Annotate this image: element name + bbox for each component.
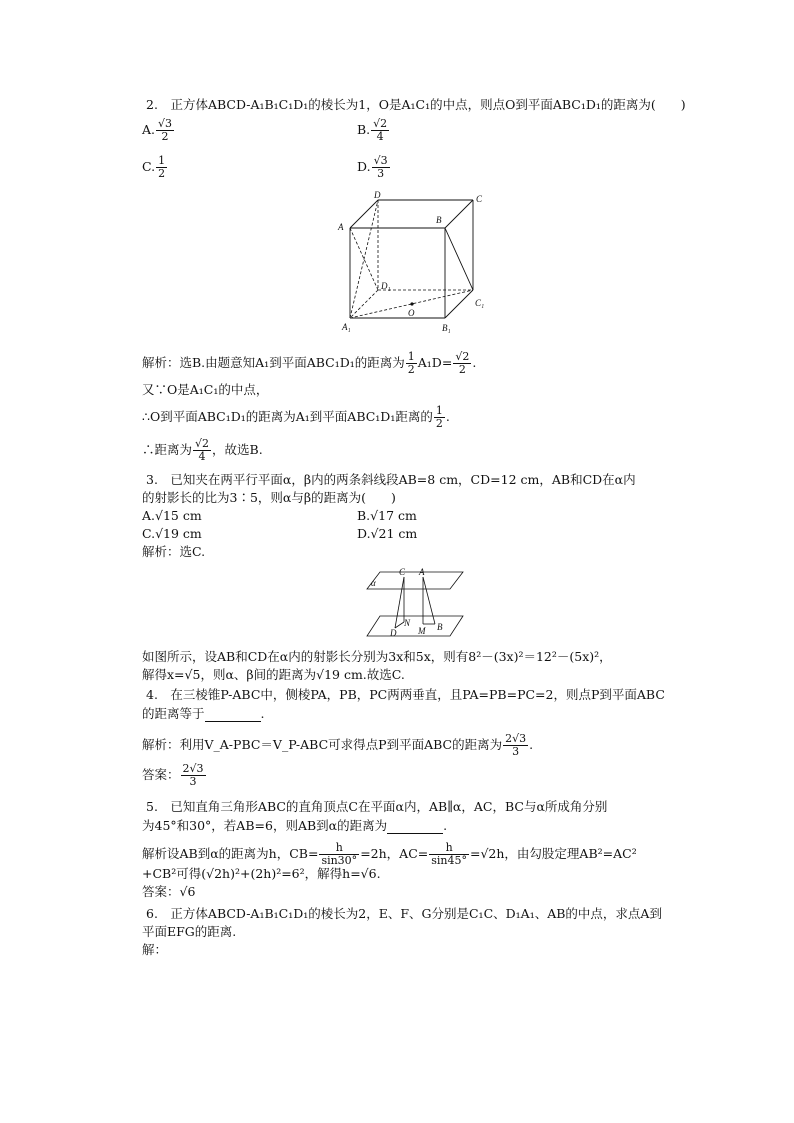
fig-label-n: N bbox=[404, 618, 411, 628]
q2-solution-3: ∴O到平面ABC₁D₁的距离为A₁到平面ABC₁D₁距离的 $\frac{1}{2}$ . bbox=[142, 404, 450, 430]
q2-solution-2: 又∵O是A₁C₁的中点， bbox=[142, 382, 269, 397]
fig-label-b1: B₁ bbox=[442, 323, 451, 333]
fig-label-a: A bbox=[419, 567, 425, 577]
q3-stem-line2: 的射影长的比为3∶5，则α与β的距离为( ) bbox=[142, 490, 396, 505]
q3-option-c: C.√19 cm bbox=[142, 526, 202, 541]
q2-solution-4: ∴距离为 $\frac{√2}{4}$ ，故选B. bbox=[142, 437, 263, 463]
fig-label-d1: D₁ bbox=[381, 281, 391, 291]
fig-label-m: M bbox=[418, 626, 426, 636]
q3-stem-line1: 3. 已知夹在两平行平面α，β内的两条斜线段AB=8 cm，CD=12 cm，AB和CD在α内 bbox=[146, 472, 636, 487]
q3-explanation-2: 解得x=√5，则α、β间的距离为√19 cm.故选C. bbox=[142, 667, 405, 682]
q2-stem: 2. 正方体ABCD-A₁B₁C₁D₁的棱长为1，O是A₁C₁的中点，则点O到平面ABC₁D₁的距离为( ) bbox=[146, 97, 686, 112]
q2-solution-1: 解析：选B.由题意知A₁到平面ABC₁D₁的距离为 $\frac{1}{2}$ A₁D= $\frac{√2}{2}$ . bbox=[142, 350, 477, 376]
q3-explanation-1: 如图所示，设AB和CD在α内的射影长分别为3x和5x，则有8²－(3x)²＝12²－(5x)²， bbox=[142, 649, 612, 664]
q2-option-c: C. $\frac{1}{2}$ bbox=[142, 154, 166, 180]
q2-option-d: D. $\frac{√3}{3}$ bbox=[357, 154, 388, 180]
q4-answer-blank[interactable] bbox=[205, 709, 261, 722]
q4-solution: 解析：利用V_A-PBC＝V_P-ABC可求得点P到平面ABC的距离为 $\frac{2√3}{3}$ . bbox=[142, 732, 534, 758]
fig-label-c1: C₁ bbox=[475, 298, 485, 308]
fig-label-b: B bbox=[437, 622, 443, 632]
fig-label-c: C bbox=[476, 194, 483, 204]
q2-option-b: B. $\frac{√2}{4}$ bbox=[357, 117, 388, 143]
fig-label-a: A bbox=[338, 222, 344, 232]
fig-label-o: O bbox=[408, 308, 415, 318]
cube-figure bbox=[330, 190, 500, 340]
planes-figure bbox=[365, 564, 465, 642]
q5-answer: 答案：√6 bbox=[142, 884, 196, 899]
q5-stem-line2: 为45°和30°，若AB=6，则AB到α的距离为 . bbox=[142, 818, 448, 833]
q5-answer-blank[interactable] bbox=[387, 821, 443, 834]
q3-option-a: A.√15 cm bbox=[142, 508, 202, 523]
q4-stem-line2: 的距离等于 . bbox=[142, 706, 265, 721]
fig-label-d: D bbox=[374, 190, 381, 200]
q6-stem-line1: 6. 正方体ABCD-A₁B₁C₁D₁的棱长为2，E、F、G分别是C₁C、D₁A₁、AB的中点，求点A到 bbox=[146, 906, 662, 921]
q4-answer: 答案： $\frac{2√3}{3}$ bbox=[142, 762, 204, 788]
q5-solution-2: +CB²可得(√2h)²+(2h)²=6²，解得h=√6. bbox=[142, 866, 381, 881]
q3-option-d: D.√21 cm bbox=[357, 526, 418, 541]
fig-label-alpha: α bbox=[371, 578, 376, 588]
fig-label-c: C bbox=[399, 567, 406, 577]
q4-stem-line1: 4. 在三棱锥P-ABC中，侧棱PA，PB，PC两两垂直，且PA=PB=PC=2，则点P到平面ABC bbox=[146, 687, 665, 702]
q6-stem-line2: 平面EFG的距离. bbox=[142, 924, 237, 939]
q5-solution-1: 解析设AB到α的距离为h，CB= $\frac{h}{\sin 30^\circ}$ =2h，AC= $\frac{h}{\sin 45^\circ}$ =√2h，由勾股定理AB²=AC² bbox=[142, 841, 637, 867]
q2-option-a: A. $\frac{√3}{2}$ bbox=[142, 117, 173, 143]
point-o bbox=[410, 302, 413, 305]
q5-stem-line1: 5. 已知直角三角形ABC的直角顶点C在平面α内，AB∥α，AC，BC与α所成角分别 bbox=[146, 799, 608, 814]
q6-solution: 解： bbox=[142, 942, 168, 957]
fig-label-b: B bbox=[436, 215, 442, 225]
q3-solution: 解析：选C. bbox=[142, 544, 206, 559]
fig-label-a1: A₁ bbox=[342, 322, 351, 332]
q3-option-b: B.√17 cm bbox=[357, 508, 417, 523]
fig-label-d: D bbox=[390, 628, 397, 638]
